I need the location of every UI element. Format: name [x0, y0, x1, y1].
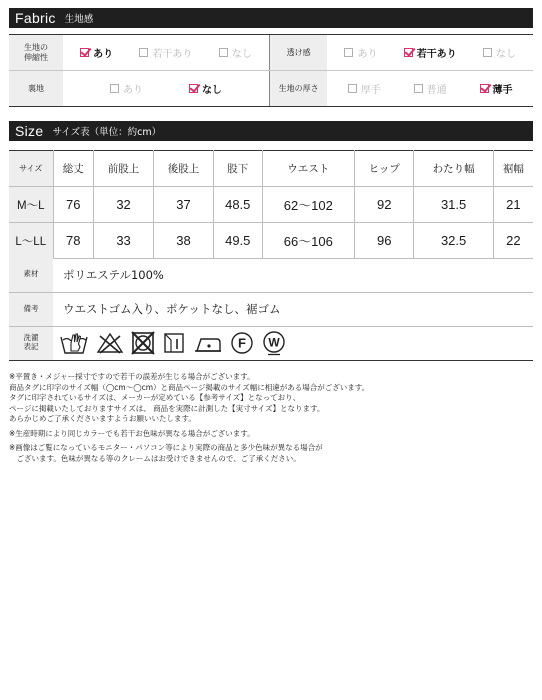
size-row-m-l	[9, 187, 533, 223]
sheerness-label: 透け感	[269, 35, 327, 71]
material-row	[9, 258, 533, 292]
size-label: M〜L	[9, 187, 53, 223]
size-row-l-ll	[9, 223, 533, 259]
size-cell: 31.5	[414, 187, 493, 223]
note-line: ※平置き・メジャー採寸ですので若干の誤差が生じる場合がございます。	[9, 372, 255, 381]
size-heading-en: Size	[15, 123, 44, 139]
col-hem-width: 裾幅	[493, 151, 533, 187]
hand-wash-icon	[59, 331, 89, 355]
notes-block	[9, 372, 533, 464]
thickness-label: 生地の厚さ	[269, 71, 327, 107]
unchecked-box-icon	[483, 48, 492, 57]
stretch-option-yes: あり	[80, 45, 113, 60]
unchecked-box-icon	[219, 48, 228, 57]
svg-text:F: F	[238, 335, 246, 351]
note-line: ございます。色味が異なる等のクレームはお受けできませんので、ご了承ください。	[9, 453, 301, 463]
low-iron-icon	[193, 331, 223, 355]
size-cell: 92	[355, 187, 414, 223]
sheerness-options	[327, 35, 533, 71]
svg-text:W: W	[268, 335, 280, 350]
no-tumble-dry-icon	[131, 331, 155, 355]
size-cell: 32.5	[414, 223, 493, 259]
fabric-row-lining	[9, 71, 533, 107]
col-thigh: わたり幅	[414, 151, 493, 187]
sheer-option-slight: 若干あり	[404, 45, 457, 60]
care-icons	[53, 326, 533, 360]
sheer-option-yes: あり	[344, 45, 377, 60]
size-cell: 48.5	[213, 187, 262, 223]
fabric-row-stretch	[9, 35, 533, 71]
unchecked-box-icon	[414, 84, 423, 93]
lining-option-yes: あり	[110, 81, 143, 96]
wet-clean-w-icon	[261, 330, 287, 356]
unchecked-box-icon	[344, 48, 353, 57]
size-heading-jp: サイズ表（単位：約cm）	[52, 127, 162, 138]
no-bleach-icon	[96, 331, 124, 355]
fabric-heading-jp: 生地感	[64, 14, 94, 25]
size-section-header	[9, 121, 533, 141]
dry-clean-f-icon	[230, 331, 254, 355]
col-hip: ヒップ	[355, 151, 414, 187]
care-row	[9, 326, 533, 360]
lining-options	[63, 71, 269, 107]
size-cell: 49.5	[213, 223, 262, 259]
fabric-heading-en: Fabric	[15, 10, 56, 26]
remarks-row	[9, 292, 533, 326]
size-cell: 22	[493, 223, 533, 259]
note-line: ページに掲載いたしておりますサイズは、 商品を実際に計測した【実寸サイズ】となります。	[9, 403, 325, 413]
thickness-option-thin: 薄手	[480, 81, 513, 96]
col-total-length: 総丈	[53, 151, 94, 187]
checked-box-icon	[480, 84, 489, 93]
thickness-option-thick: 厚手	[348, 81, 381, 96]
fabric-section-header	[9, 8, 533, 28]
col-back-rise: 後股上	[154, 151, 214, 187]
stretch-option-slight: 若干あり	[139, 45, 192, 60]
size-cell: 33	[94, 223, 154, 259]
lining-option-no: なし	[189, 81, 222, 96]
remarks-value: ウエストゴム入り、ポケットなし、裾ゴム	[53, 292, 533, 326]
remarks-label: 備考	[9, 292, 53, 326]
note-line: あらかじめご了承くださいますようお願いいたします。	[9, 414, 196, 423]
size-header-row	[9, 151, 533, 187]
size-cell: 32	[94, 187, 154, 223]
material-label: 素材	[9, 258, 53, 292]
note-line: ※生産時期により同じカラーでも若干お色味が異なる場合がございます。	[9, 428, 255, 438]
product-info-table	[9, 258, 533, 361]
size-table	[9, 150, 533, 259]
fabric-table	[9, 34, 533, 107]
size-cell: 21	[493, 187, 533, 223]
size-cell: 96	[355, 223, 414, 259]
size-corner-label: サイズ	[9, 151, 53, 187]
unchecked-box-icon	[139, 48, 148, 57]
lining-label: 裏地	[9, 71, 63, 107]
care-label: 洗濯 表記	[9, 326, 53, 360]
size-cell: 37	[154, 187, 214, 223]
size-label: L〜LL	[9, 223, 53, 259]
size-cell: 76	[53, 187, 94, 223]
col-inseam: 股下	[213, 151, 262, 187]
size-cell: 38	[154, 223, 214, 259]
col-front-rise: 前股上	[94, 151, 154, 187]
stretch-options	[63, 35, 269, 71]
checked-box-icon	[189, 84, 198, 93]
size-cell: 62〜102	[262, 187, 355, 223]
checked-box-icon	[404, 48, 413, 57]
col-waist: ウエスト	[262, 151, 355, 187]
line-dry-shade-icon	[162, 331, 186, 355]
note-line: ※画像はご覧になっているモニター・パソコン等により実際の商品と多少色味が異なる場合が	[9, 443, 323, 452]
sheer-option-no: なし	[483, 45, 516, 60]
thickness-options	[327, 71, 533, 107]
stretch-label: 生地の 伸縮性	[9, 35, 63, 71]
size-cell: 66〜106	[262, 223, 355, 259]
material-value: ポリエステル100%	[53, 258, 533, 292]
note-line: タグに印字されているサイズは、メーカーが定めている【参考サイズ】となっており、	[9, 393, 301, 402]
unchecked-box-icon	[110, 84, 119, 93]
size-cell: 78	[53, 223, 94, 259]
stretch-option-no: なし	[219, 45, 252, 60]
note-line: 商品タグに印字のサイズ幅（◯cm〜◯cm）と商品ページ掲載のサイズ幅に相違がある場合がございます。	[9, 382, 370, 392]
thickness-option-normal: 普通	[414, 81, 447, 96]
unchecked-box-icon	[348, 84, 357, 93]
checked-box-icon	[80, 48, 89, 57]
